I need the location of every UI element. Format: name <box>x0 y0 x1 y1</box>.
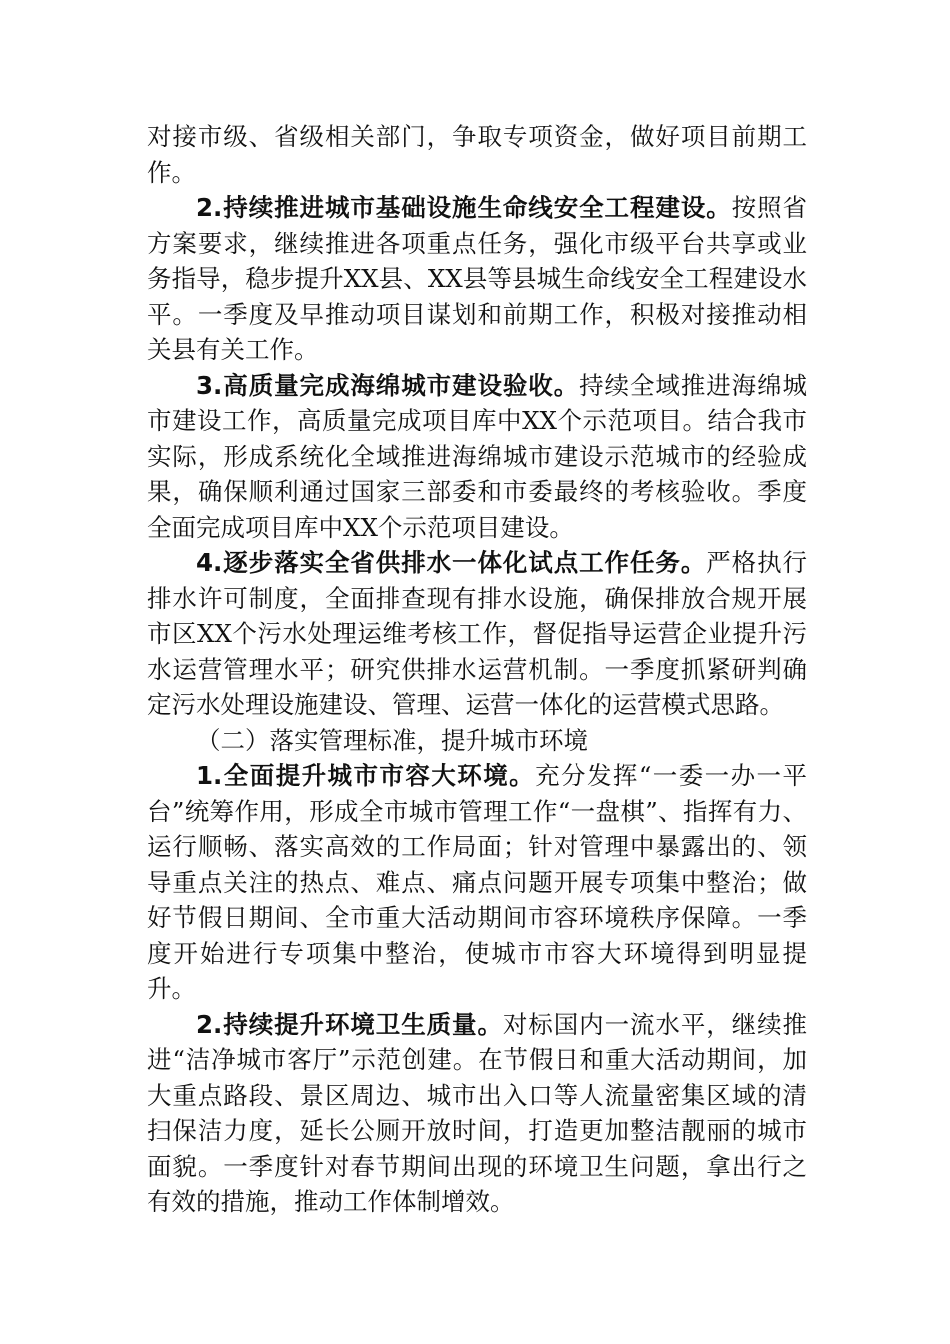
paragraph-item-3-sponge-city <box>147 368 807 546</box>
paragraph-item-2-sanitation <box>147 1007 807 1220</box>
paragraph-heading: 4.逐步落实全省供排水一体化试点工作任务。 <box>196 548 707 577</box>
paragraph-text: 严格执行排水许可制度，全面排查现有排水设施，确保排放合规开展市区XX个污水处理运维考核工作，督促指导运营企业提升污水运营管理水平；研究供排水运营机制。一季度抓紧研判确定污水处理设施建设、管理、运营一体化的运营模式思路。 <box>147 548 808 719</box>
paragraph-heading: 2.持续提升环境卫生质量。 <box>196 1009 503 1039</box>
paragraph-heading: 1.全面提升城市市容大环境。 <box>196 761 536 790</box>
paragraph-continuation <box>147 119 807 190</box>
paragraph-text: 持续全域推进海绵城市建设工作，高质量完成项目库中XX个示范项目。结合我市实际，形成系统化全域推进海绵城市建设示范城市的经验成果，确保顺利通过国家三部委和市委最终的考核验收。季度全面完成项目库中XX个示范项目建设。 <box>147 370 807 542</box>
section-heading-text: （二）落实管理标准，提升城市环境 <box>196 725 588 755</box>
paragraph-text: 按照省方案要求，继续推进各项重点任务，强化市级平台共享或业务指导，稳步提升XX县、XX县等县城生命线安全工程建设水平。一季度及早推动项目谋划和前期工作，积极对接推动相关县有关工作。 <box>147 193 807 364</box>
paragraph-text: 对接市级、省级相关部门，争取专项资金，做好项目前期工作。 <box>147 122 807 187</box>
section-heading-2 <box>147 723 807 759</box>
paragraph-item-1-city-environment <box>147 758 807 1007</box>
paragraph-heading: 3.高质量完成海绵城市建设验收。 <box>196 370 580 400</box>
document-body <box>147 119 807 1220</box>
paragraph-heading: 2.持续推进城市基础设施生命线安全工程建设。 <box>196 193 732 222</box>
paragraph-text: 对标国内一流水平，继续推进“洁净城市客厅”示范创建。在节假日和重大活动期间，加大重点路段、景区周边、城市出入口等人流量密集区域的清扫保洁力度，延长公厕开放时间，打造更加整洁靓丽的城市面貌。一季度针对春节期间出现的环境卫生问题，拿出行之有效的措施，推动工作体制增效。 <box>147 1009 808 1216</box>
paragraph-item-4-water-supply <box>147 545 807 723</box>
paragraph-item-2-lifeline <box>147 190 807 368</box>
paragraph-text: 充分发挥“一委一办一平台”统筹作用，形成全市城市管理工作“一盘棋”、指挥有力、运行顺畅、落实高效的工作局面；针对管理中暴露出的、领导重点关注的热点、难点、痛点问题开展专项集中整治；做好节假日期间、全市重大活动期间市容环境秩序保障。一季度开始进行专项集中整治，使城市市容大环境得到明显提升。 <box>147 761 807 1003</box>
